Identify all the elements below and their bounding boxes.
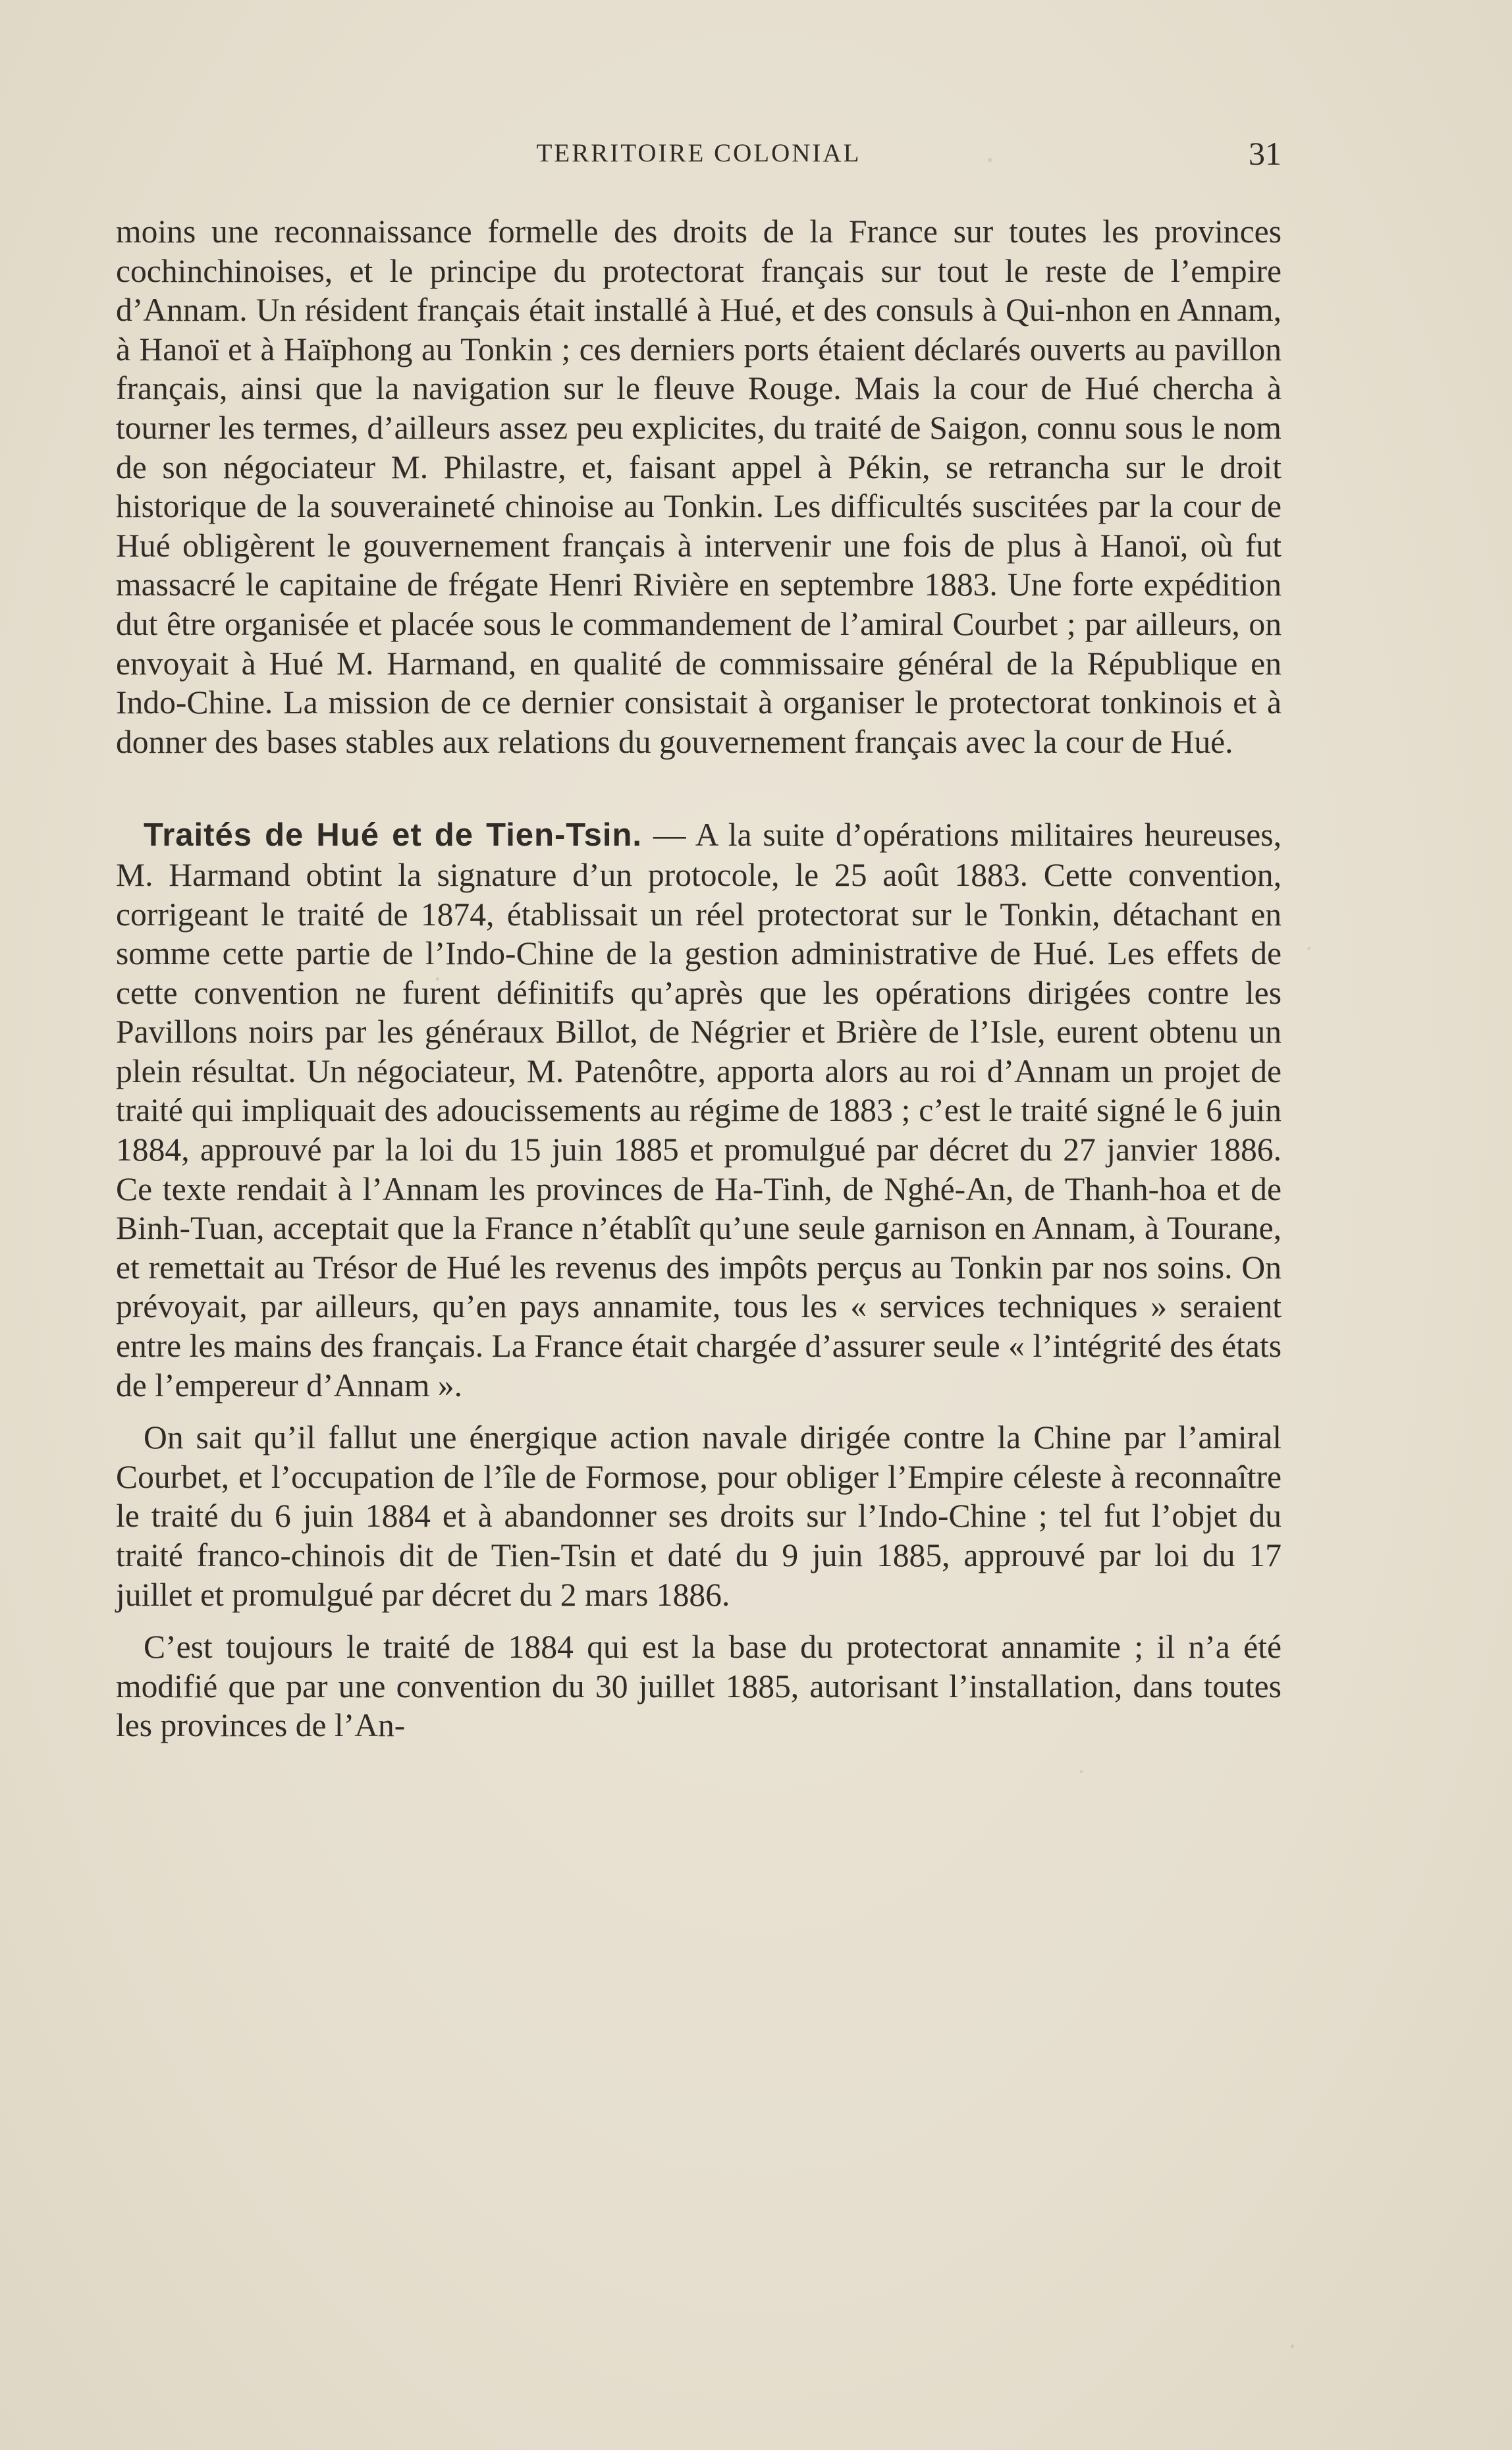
paragraph-4: C’est toujours le traité de 1884 qui est la base du protectorat annamite ; il n’a été modifié que par une convention du 30 juillet 1885, autorisant l’installation, dans toutes les provinces de l’An- [116,1629,1282,1744]
page-number: 31 [1249,135,1282,172]
section-heading: Traités de Hué et de Tien-Tsin. [144,817,643,854]
body-text [116,212,1282,1745]
paragraph-2-text: — A la suite d’opérations militaires heureuses, M. Harmand obtint la signature d’un protocole, le 25 août 1883. Cette convention, corrigeant le traité de 1874, établissait un réel protectorat sur le Tonkin, détachant en somme cette partie de l’Indo-Chine de la gestion administrative de Hué. Les effets de cette convention ne furent définitifs qu’après que les opérations dirigées contre les Pavillons noirs par les généraux Billot, de Négrier et Brière de l’Isle, eurent obtenu un plein résultat. Un négociateur, M. Patenôtre, apporta alors au roi d’Annam un projet de traité qui impliquait des adoucissements au régime de 1883 ; c’est le traité signé le 6 juin 1884, approuvé par la loi du 15 juin 1885 et promulgué par décret du 27 janvier 1886. Ce texte rendait à l’Annam les provinces de Ha-Tinh, de Nghé-An, de Thanh-hoa et de Binh-Tuan, acceptait que la France n’établît qu’une seule garnison en Annam, à Tourane, et remettait au Trésor de Hué les revenus des impôts perçus au Tonkin par nos soins. On prévoyait, par ailleurs, qu’en pays annamite, tous les « services techniques » seraient entre les mains des français. La France était chargée d’assurer seule « l’intégrité des états de l’empereur d’Annam ». [116,817,1282,1403]
paragraph-2 [116,815,1282,1405]
running-title: TERRITOIRE COLONIAL [536,139,861,167]
paragraph-3: On sait qu’il fallut une énergique action navale dirigée contre la Chine par l’amiral Courbet, et l’occupation de l’île de Formose, pour obliger l’Empire céleste à reconnaître le traité du 6 juin 1884 et à abandonner ses droits sur l’Indo-Chine ; tel fut l’objet du traité franco-chinois dit de Tien-Tsin et daté du 9 juin 1885, approuvé par loi du 17 juillet et promulgué par décret du 2 mars 1886. [116,1419,1282,1613]
paragraph-1: moins une reconnaissance formelle des droits de la France sur toutes les provinces cochinchinoises, et le principe du protectorat français sur tout le reste de l’empire d’Annam. Un résident français était installé à Hué, et des consuls à Qui-nhon en Annam, à Hanoï et à Haïphong au Tonkin ; ces derniers ports étaient déclarés ouverts au pavillon français, ainsi que la navigation sur le fleuve Rouge. Mais la cour de Hué chercha à tourner les termes, d’ailleurs assez peu explicites, du traité de Saigon, connu sous le nom de son négociateur M. Philastre, et, faisant appel à Pékin, se retrancha sur le droit historique de la souveraineté chinoise au Tonkin. Les difficultés suscitées par la cour de Hué obligèrent le gouvernement français à intervenir une fois de plus à Hanoï, où fut massacré le capitaine de frégate Henri Rivière en septembre 1883. Une forte expédition dut être organisée et placée sous le commandement de l’amiral Courbet ; par ailleurs, on envoyait à Hué M. Harmand, en qualité de commissaire général de la République en Indo-Chine. La mission de ce dernier consistait à organiser le protectorat tonkinois et à donner des bases stables aux relations du gouvernement français avec la cour de Hué. [116,213,1282,760]
running-header [116,135,1282,178]
